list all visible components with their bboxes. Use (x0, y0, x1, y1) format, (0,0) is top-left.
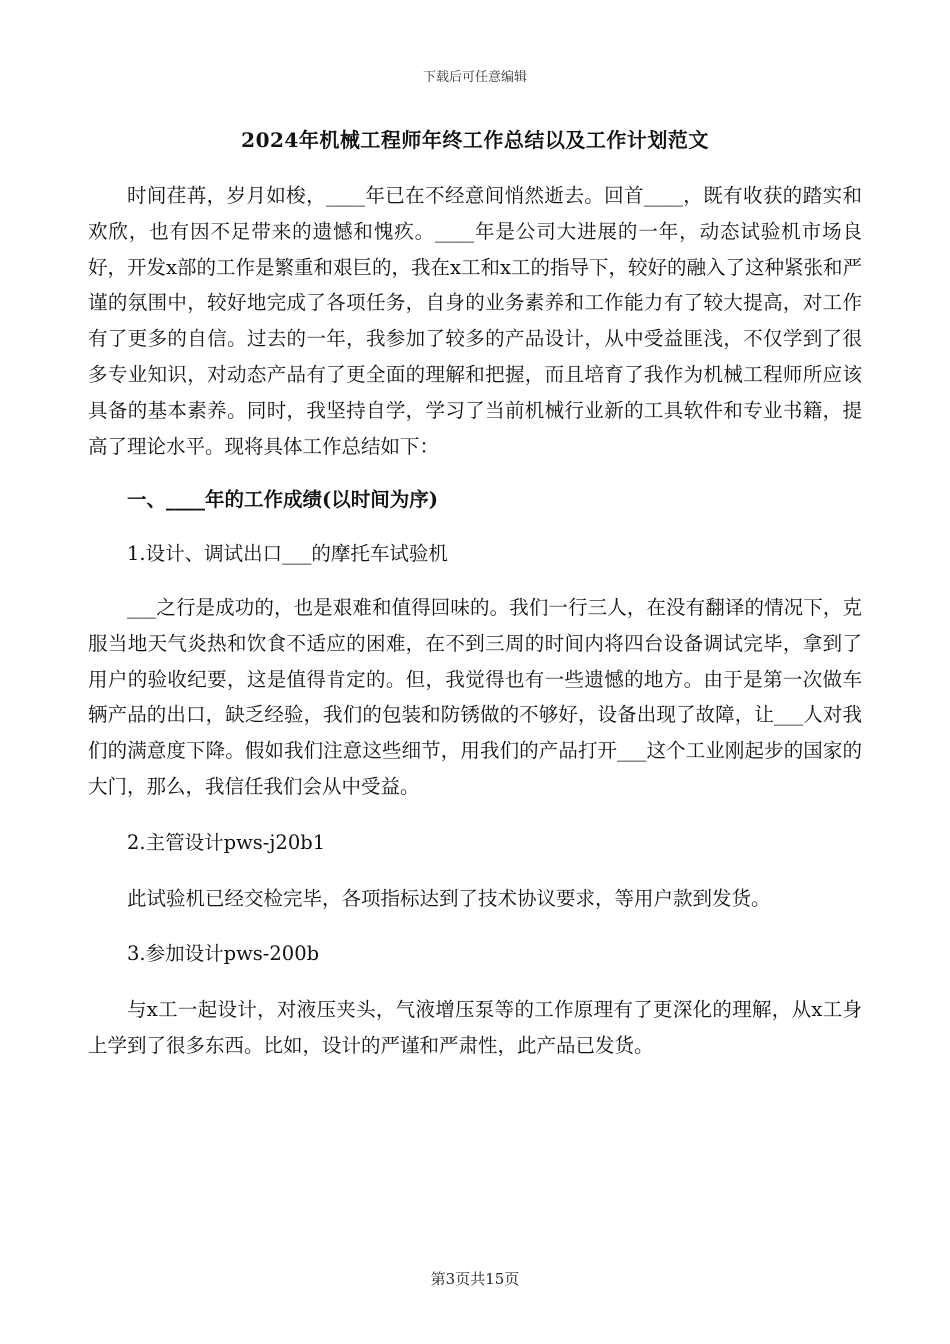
item-2-body: 此试验机已经交检完毕，各项指标达到了技术协议要求，等用户款到发货。 (127, 886, 771, 910)
page-number: 第3页共15页 (430, 1270, 520, 1288)
item-3-title: 3.参加设计pws-200b (127, 942, 320, 966)
document-body (88, 178, 862, 1064)
item-3-body: 与x工一起设计，对液压夹头，气液增压泵等的工作原理有了更深化的理解，从x工身上学到了很多东西。比如，设计的严谨和严肃性，此产品已发货。 (88, 998, 862, 1057)
page-header-note: 下载后可任意编辑 (422, 70, 527, 85)
section-heading: 一、____年的工作成绩(以时间为序) (127, 488, 438, 512)
item-1-title: 1.设计、调试出口___的摩托车试验机 (127, 542, 448, 566)
item-2-title: 2.主管设计pws-j20b1 (127, 830, 326, 854)
document-title: 2024年机械工程师年终工作总结以及工作计划范文 (241, 128, 709, 152)
item-1-body: ___之行是成功的，也是艰难和值得回味的。我们一行三人，在没有翻译的情况下，克服当地天气炎热和饮食不适应的困难，在不到三周的时间内将四台设备调试完毕，拿到了用户的验收纪要，这是值得肯定的。但，我觉得也有一些遗憾的地方。由于是第一次做车辆产品的出口，缺乏经验，我们的包装和防锈做的不够好，设备出现了故障，让___人对我们的满意度下降。假如我们注意这些细节，用我们的产品打开___这个工业刚起步的国家的大门，那么，我信任我们会从中受益。 (88, 595, 862, 798)
intro-paragraph: 时间荏苒，岁月如梭，____年已在不经意间悄然逝去。回首____，既有收获的踏实和欢欣，也有因不足带来的遗憾和愧疚。____年是公司大进展的一年，动态试验机市场良好，开发x部的工作是繁重和艰巨的，我在x工和x工的指导下，较好的融入了这种紧张和严谨的氛围中，较好地完成了各项任务，自身的业务素养和工作能力有了较大提高，对工作有了更多的自信。过去的一年，我参加了较多的产品设计，从中受益匪浅，不仅学到了很多专业知识，对动态产品有了更全面的理解和把握，而且培育了我作为机械工程师所应该具备的基本素养。同时，我坚持自学，学习了当前机械行业新的工具软件和专业书籍，提高了理论水平。现将具体工作总结如下： (88, 184, 862, 458)
